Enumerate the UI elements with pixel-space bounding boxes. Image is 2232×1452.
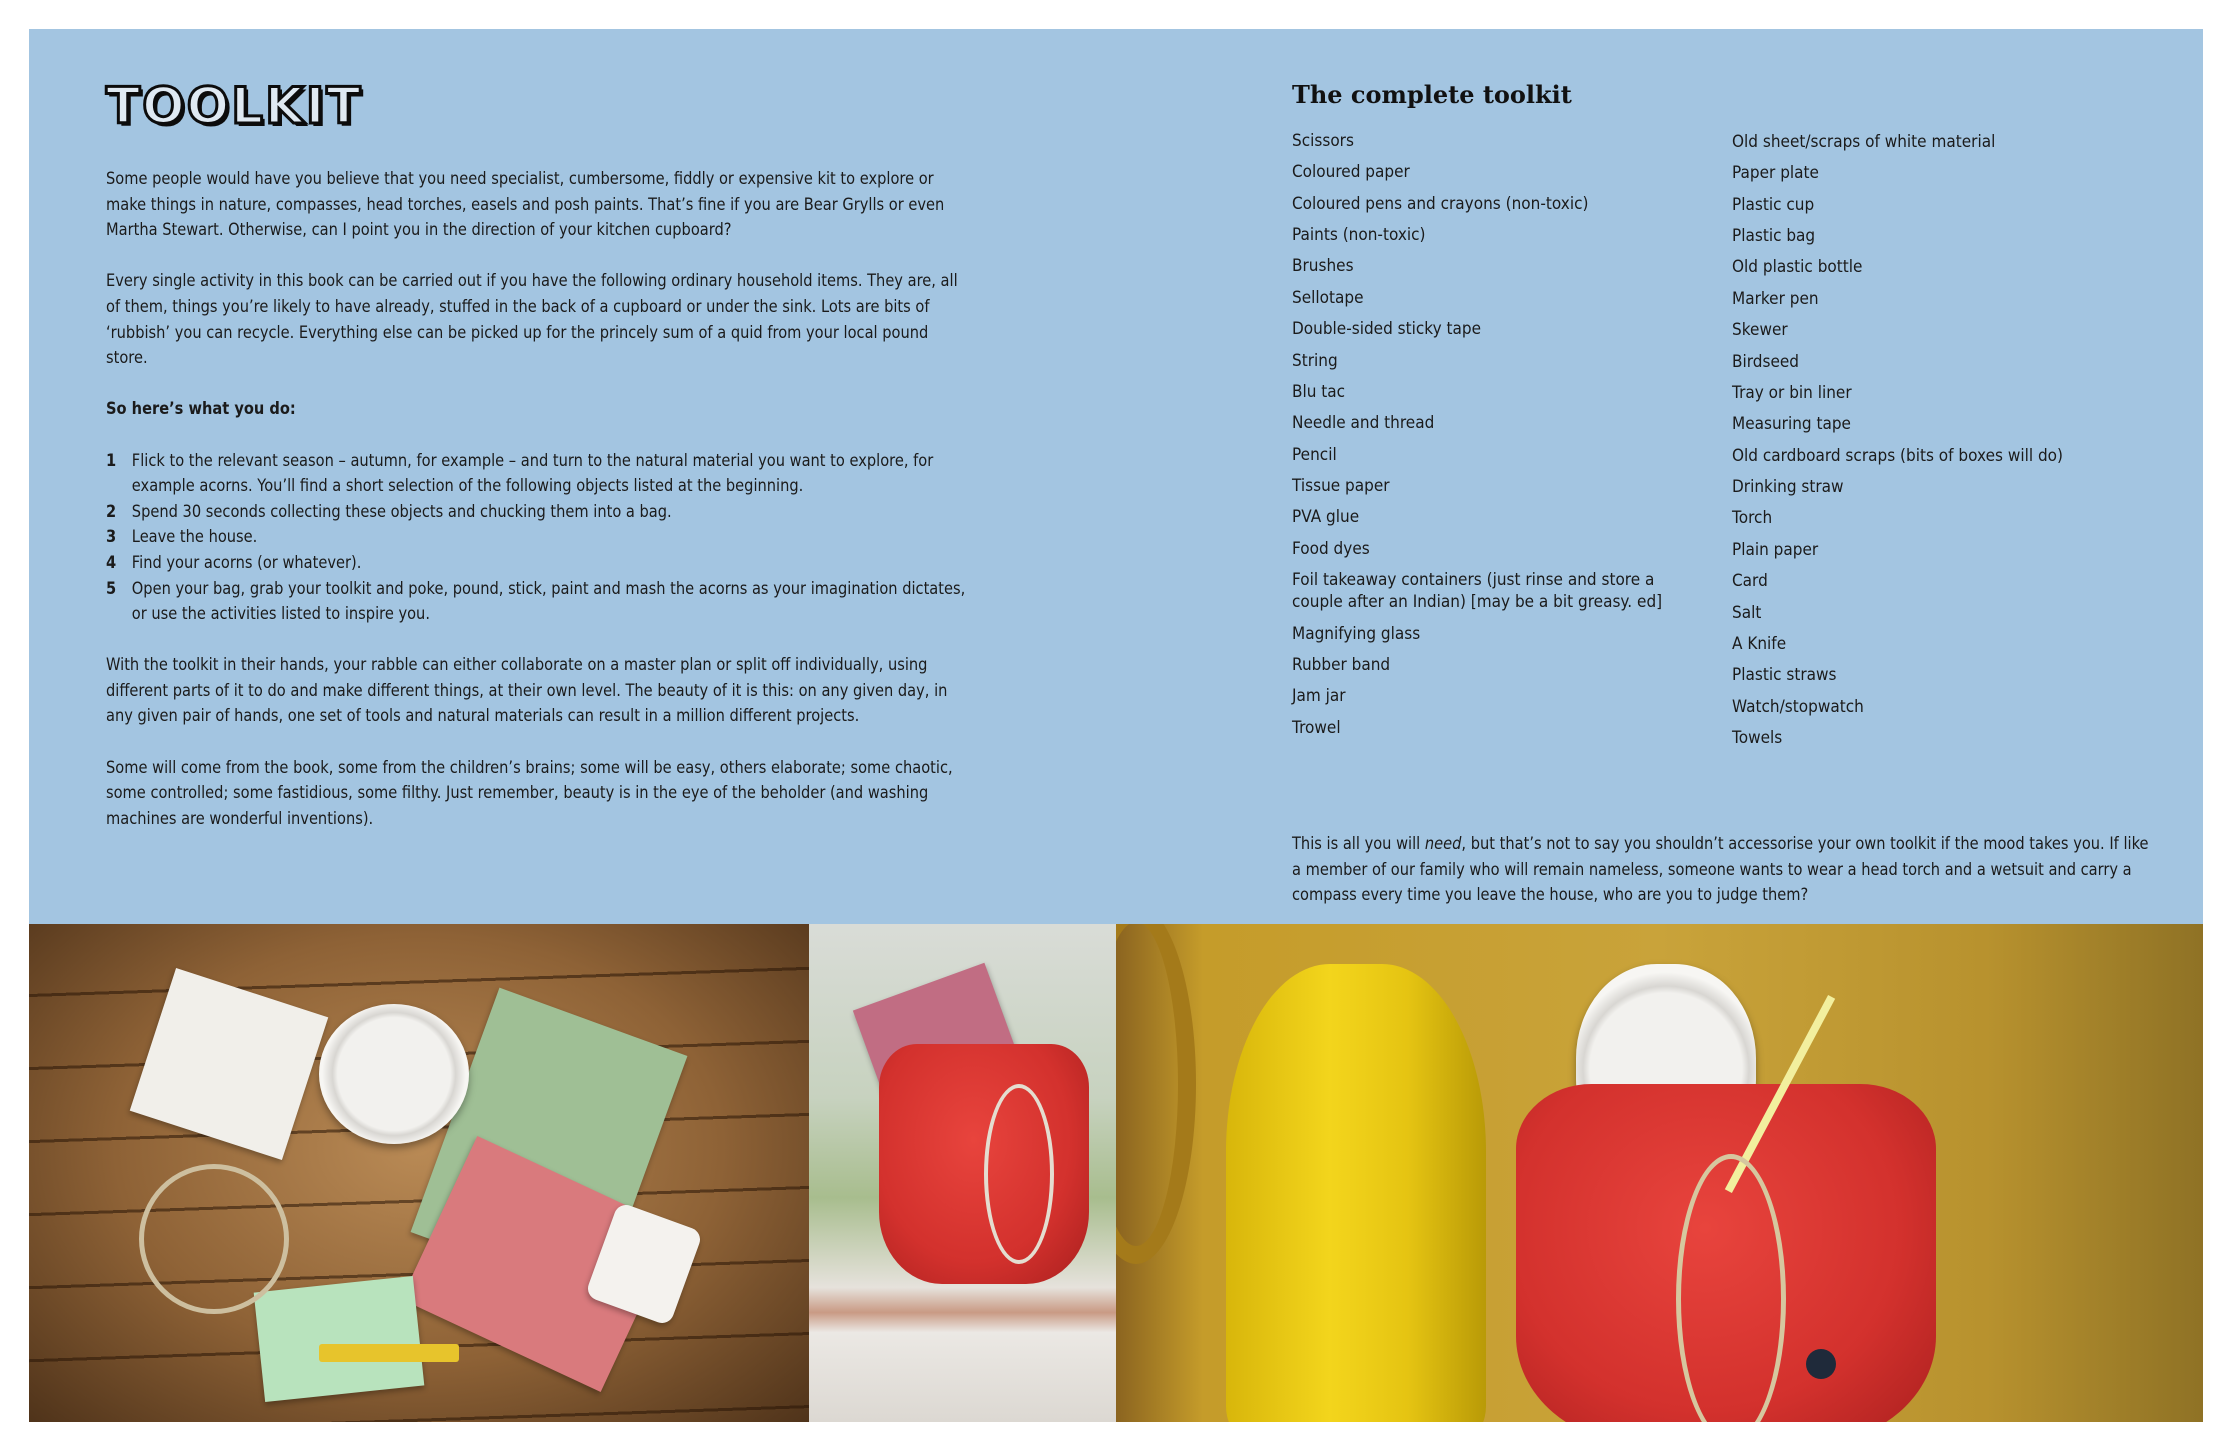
- step-item: [106, 500, 966, 526]
- step-number: 3: [106, 527, 117, 548]
- toolkit-list-column-2: [1732, 130, 2152, 759]
- closing-emphasis: need: [1424, 834, 1462, 854]
- intro-paragraph: Some people would have you believe that you need specialist, cumbersome, fiddly or expensive kit to explore or make things in nature, compasses, head torches, easels and posh paints. That’s fine if you are Bear Grylls or even Martha Stewart. Otherwise, can I point you in the direction of your kitchen cupboard?: [106, 169, 945, 241]
- toolkit-item: Salt: [1732, 602, 1762, 623]
- toolkit-item: Birdseed: [1732, 351, 1799, 372]
- toolkit-item: Plastic straws: [1732, 665, 1837, 686]
- toolkit-item: Scissors: [1292, 130, 1354, 151]
- toolkit-lists: [1292, 130, 2152, 759]
- step-item: [106, 449, 966, 500]
- toolkit-item: String: [1292, 350, 1338, 371]
- drawstring-shape: [984, 1084, 1054, 1264]
- intro-paragraph: With the toolkit in their hands, your rabble can either collaborate on a master plan or split off individually, using different parts of it to do and make different things, at their own level. The beauty of it is this: on any given day, in any given pair of hands, one set of tools and natural materials can result in a million different projects.: [106, 655, 948, 727]
- intro-paragraph: Every single activity in this book can be carried out if you have the following ordinary household items. They are, all of them, things you’re likely to have already, stuffed in the back of a cupboard or under the sink. Lots are bits of ‘rubbish’ you can recycle. Everything else can be picked up for the princely sum of a quid from your local pound store.: [106, 271, 958, 369]
- toolkit-item: Tissue paper: [1292, 476, 1390, 497]
- closing-text: This is all you will: [1292, 834, 1425, 854]
- step-item: [106, 577, 966, 628]
- intro-body: [106, 167, 966, 832]
- step-number: 5: [106, 578, 117, 599]
- step-text: Flick to the relevant season – autumn, for example – and turn to the natural material you want to explore, for example acorns. You’ll find a short selection of the following objects listed at the beginning.: [131, 450, 934, 497]
- step-item: [106, 551, 966, 577]
- toolkit-item: Torch: [1732, 508, 1773, 529]
- photo-toolkit-items-on-floorboards: [29, 924, 809, 1422]
- intro-column: [106, 77, 966, 858]
- step-text: Open your bag, grab your toolkit and poke, pound, stick, paint and mash the acorns as your imagination dictates, or use the activities listed to inspire you.: [131, 578, 966, 625]
- photo-red-bag-on-windowsill: [809, 924, 1116, 1422]
- step-text: Spend 30 seconds collecting these objects and chucking them into a bag.: [131, 501, 672, 522]
- step-text: Leave the house.: [131, 527, 258, 548]
- photo-strip: [29, 924, 2203, 1422]
- toolkit-item: Double-sided sticky tape: [1292, 319, 1482, 340]
- toolkit-item: Skewer: [1732, 320, 1788, 341]
- green-cloth-shape: [254, 1276, 425, 1402]
- toolkit-column: [1292, 80, 2152, 906]
- toolkit-item: Jam jar: [1292, 686, 1346, 707]
- toolkit-item: Tray or bin liner: [1732, 382, 1852, 403]
- toolkit-item: Towels: [1732, 728, 1783, 749]
- page-title: TOOLKIT: [106, 77, 363, 135]
- steps-heading: So here’s what you do:: [106, 399, 296, 420]
- toolkit-item: Paints (non-toxic): [1292, 224, 1426, 245]
- string-coil-shape: [139, 1164, 289, 1314]
- paper-plate-shape: [319, 1004, 469, 1144]
- toolkit-item: Card: [1732, 571, 1768, 592]
- step-item: [106, 525, 966, 551]
- toolkit-list-column-1: [1292, 130, 1732, 759]
- toolkit-item: Coloured pens and crayons (non-toxic): [1292, 193, 1589, 214]
- toolkit-item: Trowel: [1292, 717, 1341, 738]
- toolkit-item: Plastic bag: [1732, 225, 1816, 246]
- photo-red-bag-next-to-yellow-raincoat: [1116, 924, 2203, 1422]
- intro-paragraph: Some will come from the book, some from the children’s brains; some will be easy, others elaborate; some chaotic, some controlled; some fastidious, some filthy. Just remember, beauty is in the eye of the beholder (and washing machines are wonderful inventions).: [106, 757, 953, 829]
- toolkit-item: Food dyes: [1292, 538, 1370, 559]
- yellow-raincoat-shape: [1226, 964, 1486, 1422]
- toolkit-item: Blu tac: [1292, 381, 1346, 402]
- toolkit-item: Old cardboard scraps (bits of boxes will do): [1732, 445, 2064, 466]
- toolkit-item: Marker pen: [1732, 288, 1819, 309]
- toolkit-item: Magnifying glass: [1292, 623, 1421, 644]
- button-shape: [1806, 1349, 1836, 1379]
- toolkit-item: Paper plate: [1732, 163, 1819, 184]
- step-number: 2: [106, 501, 117, 522]
- toolkit-item: Rubber band: [1292, 655, 1391, 676]
- mirror-frame-shape: [1116, 924, 1196, 1264]
- toolkit-item: Sellotape: [1292, 287, 1364, 308]
- toolkit-item: Old plastic bottle: [1732, 257, 1863, 278]
- toolkit-item: Needle and thread: [1292, 413, 1435, 434]
- toolkit-item: Drinking straw: [1732, 477, 1844, 498]
- toolkit-item: Plain paper: [1732, 539, 1819, 560]
- toolkit-item: A Knife: [1732, 634, 1787, 655]
- step-number: 4: [106, 552, 117, 573]
- toolkit-item: Plastic cup: [1732, 194, 1815, 215]
- toolkit-item: Brushes: [1292, 256, 1354, 277]
- toolkit-item: Coloured paper: [1292, 162, 1410, 183]
- toolkit-item: Measuring tape: [1732, 414, 1851, 435]
- steps-list: [106, 449, 966, 628]
- toolkit-item: PVA glue: [1292, 507, 1360, 528]
- page-spread: [29, 29, 2203, 1422]
- measuring-tape-shape: [319, 1344, 459, 1362]
- white-cloth-shape: [130, 968, 329, 1160]
- toolkit-item: Pencil: [1292, 444, 1337, 465]
- step-number: 1: [106, 450, 117, 471]
- closing-text: , but that’s not to say you shouldn’t accessorise your own toolkit if the mood takes you. If like a member of our family who will remain nameless, someone wants to wear a head torch and a wetsuit and carry a compass every time you leave the house, who are you to judge them?: [1292, 834, 2149, 906]
- step-text: Find your acorns (or whatever).: [131, 552, 362, 573]
- toolkit-item: Old sheet/scraps of white material: [1732, 131, 1996, 152]
- toolkit-title: The complete toolkit: [1292, 80, 1572, 109]
- toolkit-item: Watch/stopwatch: [1732, 696, 1864, 717]
- toolkit-item: Foil takeaway containers (just rinse and store a couple after an Indian) [may be a bit greasy. ed]: [1292, 570, 1663, 613]
- closing-paragraph: [1292, 832, 2152, 909]
